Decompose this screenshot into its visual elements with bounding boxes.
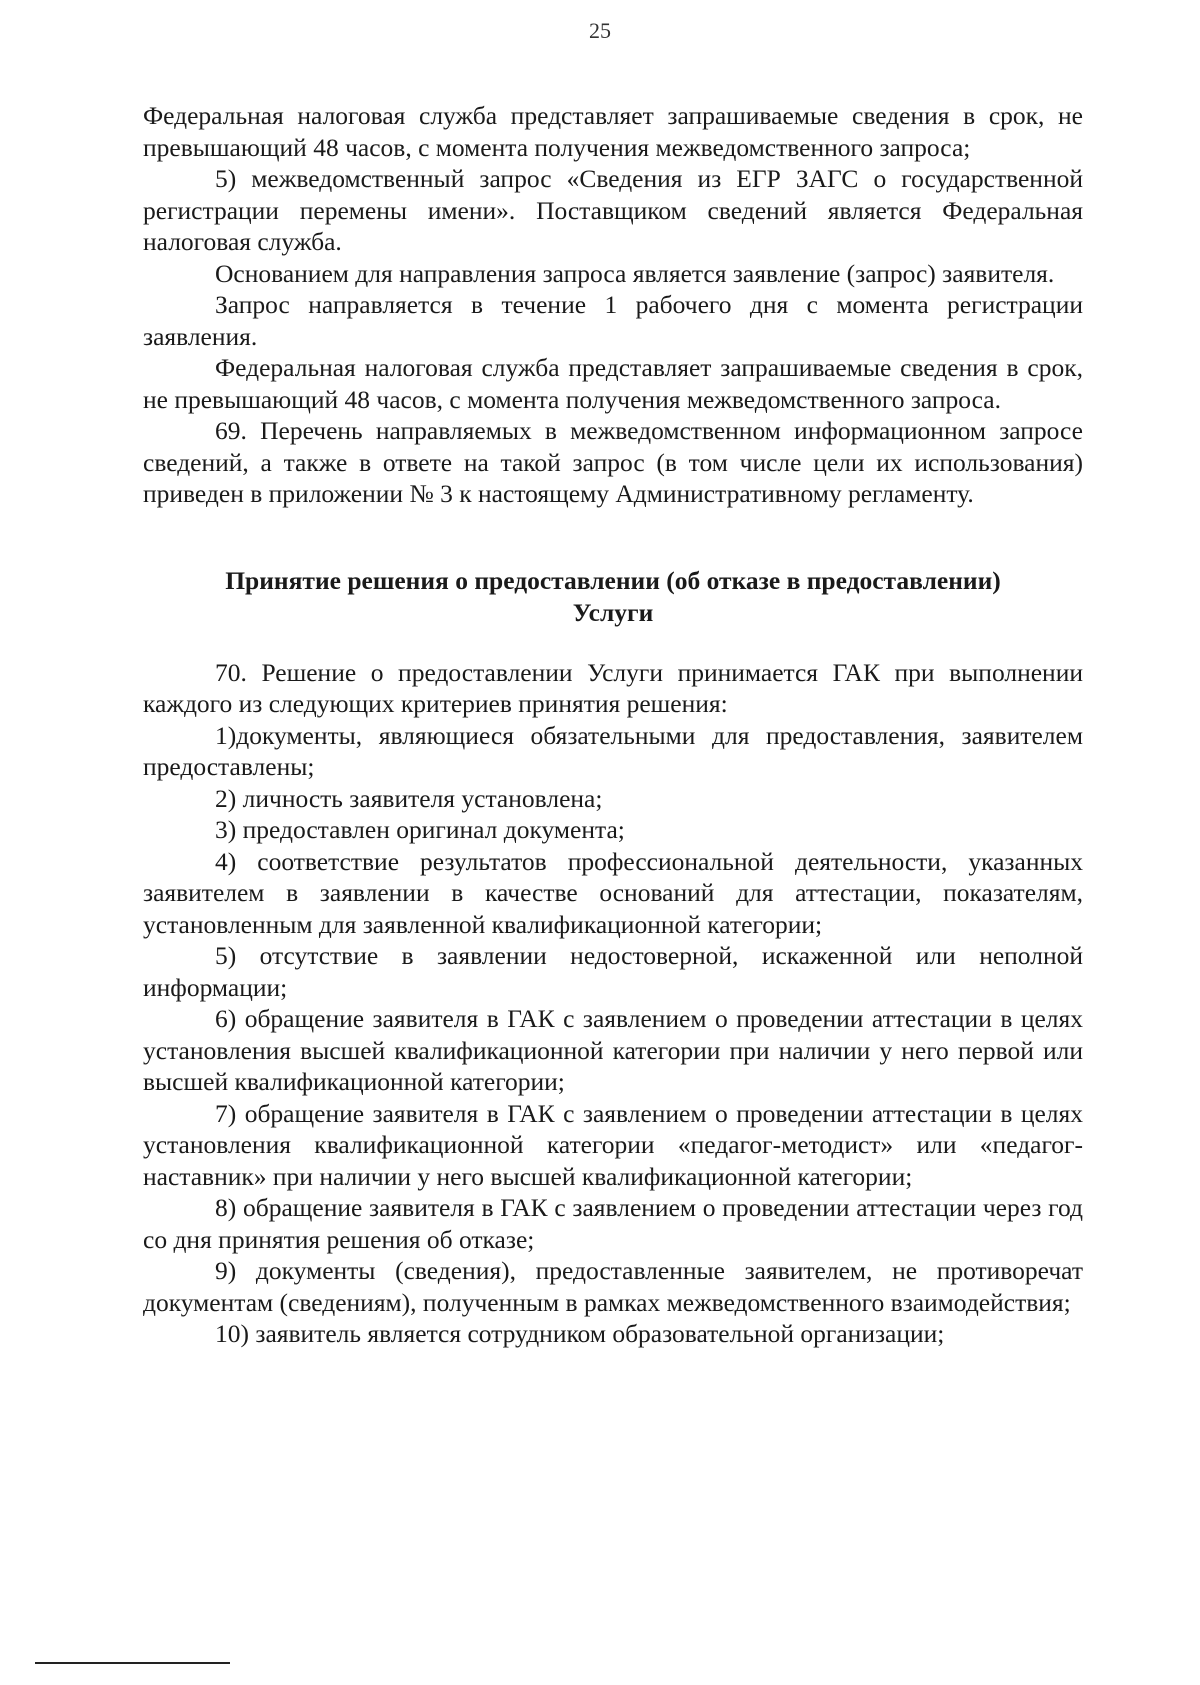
paragraph: Федеральная налоговая служба представляет запрашиваемые сведения в срок, не превышающий 48 часов, с момента получения межведомственного запроса;: [143, 101, 1083, 162]
list-item: 8) обращение заявителя в ГАК с заявлением о проведении аттестации через год со дня принятия решения об отказе;: [143, 1193, 1083, 1254]
paragraph: Основанием для направления запроса является заявление (запрос) заявителя.: [215, 258, 1055, 288]
section-heading-line: Принятие решения о предоставлении (об отказе в предоставлении): [225, 565, 1001, 595]
list-item: 5) отсутствие в заявлении недостоверной, искаженной или неполной информации;: [143, 941, 1083, 1002]
list-item: 2) личность заявителя установлена;: [215, 783, 603, 813]
list-item: 9) документы (сведения), предоставленные заявителем, не противоречат документам (сведениям), полученным в рамках межведомственного взаимодействия;: [143, 1256, 1083, 1317]
paragraph: 5) межведомственный запрос «Сведения из ЕГР ЗАГС о государственной регистрации перемены имени». Поставщиком сведений является Федеральная налоговая служба.: [143, 164, 1083, 256]
paragraph: Запрос направляется в течение 1 рабочего дня с момента регистрации заявления.: [143, 290, 1083, 351]
list-item: 6) обращение заявителя в ГАК с заявлением о проведении аттестации в целях установления высшей квалификационной категории при наличии у него первой или высшей квалификационной категории;: [143, 1004, 1083, 1096]
paragraph: Федеральная налоговая служба представляет запрашиваемые сведения в срок, не превышающий 48 часов, с момента получения межведомственного запроса.: [143, 353, 1083, 414]
section-heading-line: Услуги: [572, 597, 654, 627]
list-item: 1)документы, являющиеся обязательными для предоставления, заявителем предоставлены;: [143, 720, 1083, 781]
paragraph: 70. Решение о предоставлении Услуги принимается ГАК при выполнении каждого из следующих критериев принятия решения:: [143, 657, 1083, 718]
document-body: [143, 100, 1083, 1350]
section-heading: [143, 565, 1083, 629]
paragraph: 69. Перечень направляемых в межведомственном информационном запросе сведений, а также в ответе на такой запрос (в том числе цели их использования) приведен в приложении № 3 к настоящему Административному регламенту.: [143, 416, 1083, 508]
list-item: 4) соответствие результатов профессиональной деятельности, указанных заявителем в заявлении в качестве оснований для аттестации, показателям, установленным для заявленной квалификационной категории;: [143, 846, 1083, 939]
list-item: 10) заявитель является сотрудником образовательной организации;: [215, 1319, 945, 1348]
page-number: 25: [589, 18, 611, 43]
list-item: 7) обращение заявителя в ГАК с заявлением о проведении аттестации в целях установления квалификационной категории «педагог-методист» или «педагог-наставник» при наличии у него высшей квалификационной категории;: [143, 1098, 1083, 1191]
footnote-rule: [35, 1662, 230, 1664]
list-item: 3) предоставлен оригинал документа;: [215, 815, 625, 844]
